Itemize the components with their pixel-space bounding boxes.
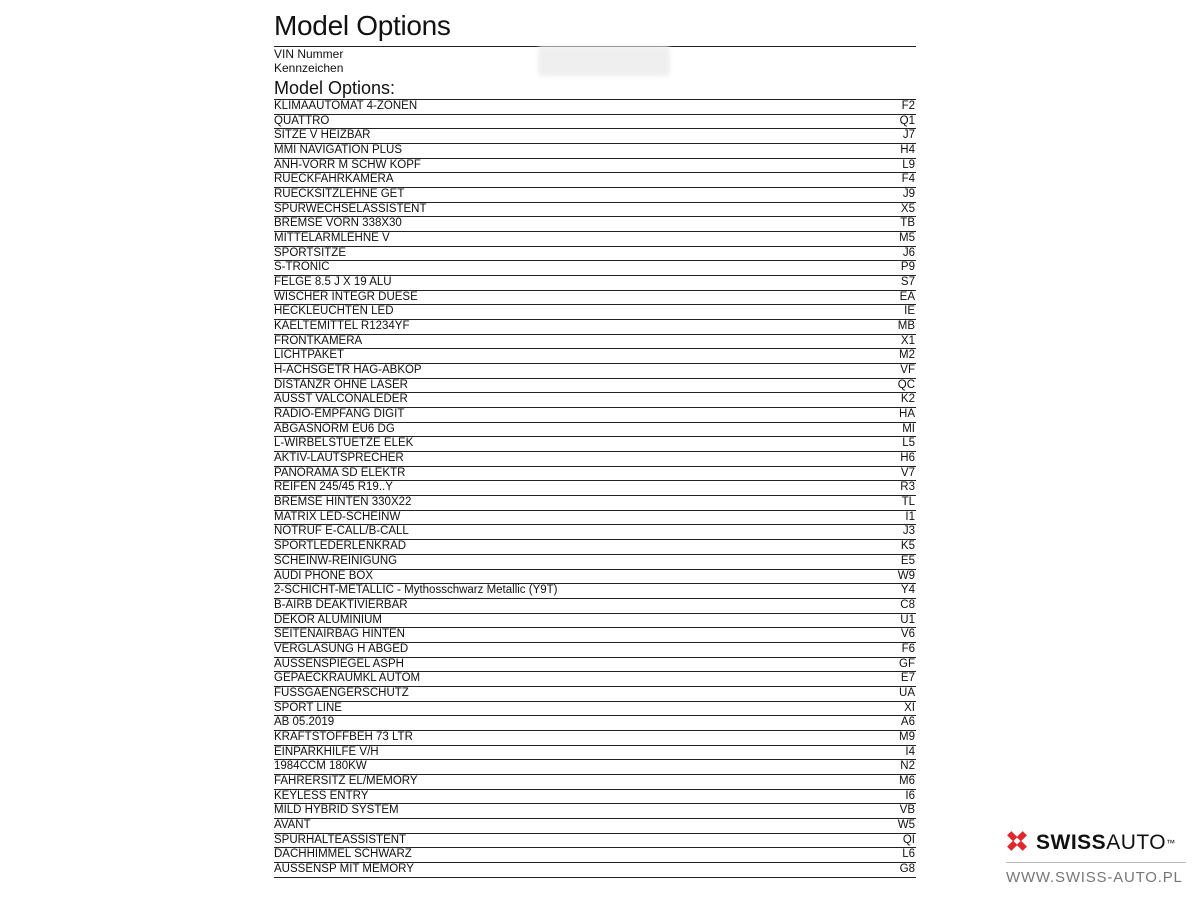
brand-divider bbox=[1006, 862, 1186, 863]
option-row bbox=[274, 231, 916, 246]
option-row bbox=[274, 436, 916, 451]
document-title: Model Options bbox=[274, 10, 451, 41]
option-name: DISTANZR OHNE LASER bbox=[274, 378, 408, 391]
option-row bbox=[274, 759, 916, 774]
option-name: MILD HYBRID SYSTEM bbox=[274, 804, 399, 817]
option-code: I4 bbox=[905, 745, 915, 758]
option-code: QI bbox=[902, 833, 915, 846]
option-name: DEKOR ALUMINIUM bbox=[274, 613, 382, 626]
option-row bbox=[274, 392, 916, 407]
option-row bbox=[274, 671, 916, 686]
redacted-value bbox=[538, 46, 670, 76]
option-name: KAELTEMITTEL R1234YF bbox=[274, 320, 410, 333]
trademark-symbol: ™ bbox=[1166, 838, 1176, 848]
option-code: V6 bbox=[900, 628, 915, 641]
option-code: IE bbox=[904, 305, 915, 318]
option-row bbox=[274, 158, 916, 173]
option-code: Y4 bbox=[900, 584, 915, 597]
option-name: HECKLEUCHTEN LED bbox=[274, 305, 394, 318]
option-name: RADIO-EMPFANG DIGIT bbox=[274, 408, 405, 421]
option-code: U1 bbox=[900, 613, 915, 626]
option-code: MB bbox=[897, 320, 915, 333]
option-code: J6 bbox=[902, 246, 915, 259]
brand-name-bold: SWISS bbox=[1036, 831, 1107, 854]
option-code: J9 bbox=[902, 188, 915, 201]
option-row bbox=[274, 363, 916, 378]
option-name: WISCHER INTEGR DUESE bbox=[274, 290, 418, 303]
option-name: AUSSENSPIEGEL ASPH bbox=[274, 657, 404, 670]
option-row bbox=[274, 554, 916, 569]
option-code: F4 bbox=[901, 173, 915, 186]
option-row bbox=[274, 334, 916, 349]
option-name: AKTIV-LAUTSPRECHER bbox=[274, 452, 404, 465]
option-name: MMI NAVIGATION PLUS bbox=[274, 144, 403, 157]
option-row bbox=[274, 789, 916, 804]
vin-label: VIN Nummer bbox=[274, 47, 344, 61]
option-row bbox=[274, 378, 916, 393]
option-code: EA bbox=[899, 290, 915, 303]
option-row bbox=[274, 319, 916, 334]
option-name: L-WIRBELSTUETZE ELEK bbox=[274, 437, 414, 450]
option-code: F6 bbox=[901, 642, 915, 655]
option-code: M9 bbox=[899, 730, 915, 743]
option-code: QC bbox=[897, 378, 915, 391]
option-row bbox=[274, 290, 916, 305]
option-code: N2 bbox=[900, 760, 915, 773]
option-name: AUSST VALCONALEDER bbox=[274, 393, 408, 406]
option-code: E7 bbox=[900, 672, 915, 685]
x-cross-icon bbox=[1006, 830, 1028, 852]
option-row bbox=[274, 451, 916, 466]
option-row bbox=[274, 745, 916, 760]
option-code: GF bbox=[899, 657, 915, 670]
option-row bbox=[274, 422, 916, 437]
option-row bbox=[274, 803, 916, 818]
option-row bbox=[274, 627, 916, 642]
option-code: I6 bbox=[905, 789, 915, 802]
option-code: R3 bbox=[900, 481, 915, 494]
plate-label: Kennzeichen bbox=[274, 61, 344, 75]
option-name: SCHEINW-REINIGUNG bbox=[274, 554, 398, 567]
option-row bbox=[274, 480, 916, 495]
option-row bbox=[274, 715, 916, 730]
option-name: PANORAMA SD ELEKTR bbox=[274, 466, 406, 479]
option-row bbox=[274, 613, 916, 628]
option-code: UA bbox=[899, 686, 915, 699]
option-code: MI bbox=[902, 422, 915, 435]
brand-url: WWW.SWISS-AUTO.PL bbox=[1006, 869, 1183, 886]
option-name: QUATTRO bbox=[274, 114, 330, 127]
option-row bbox=[274, 187, 916, 202]
option-row bbox=[274, 539, 916, 554]
option-code: L6 bbox=[902, 848, 915, 861]
option-name: NOTRUF E-CALL/B-CALL bbox=[274, 525, 409, 538]
option-code: G8 bbox=[899, 862, 915, 875]
option-row bbox=[274, 510, 916, 525]
option-code: X1 bbox=[900, 334, 915, 347]
option-name: BREMSE VORN 338X30 bbox=[274, 217, 402, 230]
option-code: S7 bbox=[900, 276, 915, 289]
option-code: M2 bbox=[899, 349, 915, 362]
option-row bbox=[274, 833, 916, 848]
brand-name-thin: AUTO bbox=[1106, 831, 1167, 854]
option-name: EINPARKHILFE V/H bbox=[274, 745, 379, 758]
option-name: 1984CCM 180KW bbox=[274, 760, 367, 773]
option-name: AUSSENSP MIT MEMORY bbox=[274, 862, 414, 875]
option-row bbox=[274, 348, 916, 363]
option-name: S-TRONIC bbox=[274, 261, 330, 274]
option-code: XI bbox=[904, 701, 915, 714]
option-name: B-AIRB DEAKTIVIERBAR bbox=[274, 598, 408, 611]
option-name: MATRIX LED-SCHEINW bbox=[274, 510, 401, 523]
option-code: K2 bbox=[900, 393, 915, 406]
option-row bbox=[274, 407, 916, 422]
option-code: E5 bbox=[900, 554, 915, 567]
option-row bbox=[274, 642, 916, 657]
option-name: KRAFTSTOFFBEH 73 LTR bbox=[274, 730, 413, 743]
option-code: TB bbox=[900, 217, 915, 230]
options-list bbox=[274, 99, 916, 878]
option-row bbox=[274, 260, 916, 275]
option-row bbox=[274, 304, 916, 319]
option-row bbox=[274, 466, 916, 481]
option-code: F2 bbox=[901, 100, 915, 112]
option-row bbox=[274, 686, 916, 701]
option-code: I1 bbox=[905, 510, 915, 523]
option-name: 2-SCHICHT-METALLIC - Mythosschwarz Metallic (Y9T) bbox=[274, 584, 558, 597]
option-name: AUDI PHONE BOX bbox=[274, 569, 374, 582]
option-row bbox=[274, 569, 916, 584]
option-row bbox=[274, 99, 916, 114]
option-name: SPURHALTEASSISTENT bbox=[274, 833, 407, 846]
option-row bbox=[274, 730, 916, 745]
option-row bbox=[274, 216, 916, 231]
option-name: GEPAECKRAUMKL AUTOM bbox=[274, 672, 421, 685]
option-row bbox=[274, 172, 916, 187]
option-code: HA bbox=[899, 408, 915, 421]
option-name: FELGE 8.5 J X 19 ALU bbox=[274, 276, 392, 289]
option-name: RUECKFAHRKAMERA bbox=[274, 173, 394, 186]
section-title: Model Options: bbox=[274, 78, 396, 98]
option-name: SITZE V HEIZBAR bbox=[274, 129, 371, 142]
option-name: VERGLASUNG H ABGED bbox=[274, 642, 409, 655]
option-name: SPURWECHSELASSISTENT bbox=[274, 202, 427, 215]
option-code: TL bbox=[901, 496, 915, 509]
option-row bbox=[274, 275, 916, 290]
option-code: V7 bbox=[900, 466, 915, 479]
option-name: MITTELARMLEHNE V bbox=[274, 232, 390, 245]
option-name: H-ACHSGETR HAG-ABKOP bbox=[274, 364, 422, 377]
option-row bbox=[274, 202, 916, 217]
option-row bbox=[274, 598, 916, 613]
option-code: VB bbox=[899, 804, 915, 817]
option-code: Q1 bbox=[899, 114, 915, 127]
option-name: BREMSE HINTEN 330X22 bbox=[274, 496, 412, 509]
option-name: FAHRERSITZ EL/MEMORY bbox=[274, 774, 418, 787]
option-row bbox=[274, 495, 916, 510]
option-name: KLIMAAUTOMAT 4-ZONEN bbox=[274, 100, 418, 112]
option-row bbox=[274, 862, 916, 878]
option-name: LICHTPAKET bbox=[274, 349, 345, 362]
option-name: SPORTLEDERLENKRAD bbox=[274, 540, 407, 553]
option-code: L9 bbox=[902, 158, 915, 171]
option-row bbox=[274, 774, 916, 789]
option-name: RUECKSITZLEHNE GET bbox=[274, 188, 405, 201]
option-row bbox=[274, 818, 916, 833]
option-row bbox=[274, 701, 916, 716]
option-code: J3 bbox=[902, 525, 915, 538]
option-code: J7 bbox=[902, 129, 915, 142]
option-row bbox=[274, 246, 916, 261]
option-code: X5 bbox=[900, 202, 915, 215]
option-name: DACHHIMMEL SCHWARZ bbox=[274, 848, 412, 861]
option-row bbox=[274, 114, 916, 129]
option-name: REIFEN 245/45 R19..Y bbox=[274, 481, 393, 494]
option-row bbox=[274, 143, 916, 158]
option-code: K5 bbox=[900, 540, 915, 553]
option-name: KEYLESS ENTRY bbox=[274, 789, 369, 802]
option-name: FRONTKAMERA bbox=[274, 334, 363, 347]
option-name: AB 05.2019 bbox=[274, 716, 335, 729]
option-row bbox=[274, 524, 916, 539]
option-name: AVANT bbox=[274, 818, 311, 831]
option-row bbox=[274, 583, 916, 598]
option-code: H4 bbox=[900, 144, 915, 157]
option-row bbox=[274, 657, 916, 672]
option-code: H6 bbox=[900, 452, 915, 465]
option-name: SEITENAIRBAG HINTEN bbox=[274, 628, 405, 641]
option-code: W9 bbox=[897, 569, 915, 582]
option-row bbox=[274, 847, 916, 862]
option-code: VF bbox=[900, 364, 915, 377]
option-code: C8 bbox=[900, 598, 915, 611]
option-name: FUSSGAENGERSCHUTZ bbox=[274, 686, 409, 699]
option-row bbox=[274, 128, 916, 143]
option-code: A6 bbox=[900, 716, 915, 729]
option-code: M6 bbox=[899, 774, 915, 787]
option-name: SPORT LINE bbox=[274, 701, 342, 714]
option-code: P9 bbox=[900, 261, 915, 274]
option-code: M5 bbox=[899, 232, 915, 245]
option-name: ABGASNORM EU6 DG bbox=[274, 422, 395, 435]
option-name: ANH-VORR M SCHW KOPF bbox=[274, 158, 421, 171]
option-code: L5 bbox=[902, 437, 915, 450]
option-name: SPORTSITZE bbox=[274, 246, 346, 259]
option-code: W5 bbox=[897, 818, 915, 831]
brand-name bbox=[1036, 832, 1176, 854]
